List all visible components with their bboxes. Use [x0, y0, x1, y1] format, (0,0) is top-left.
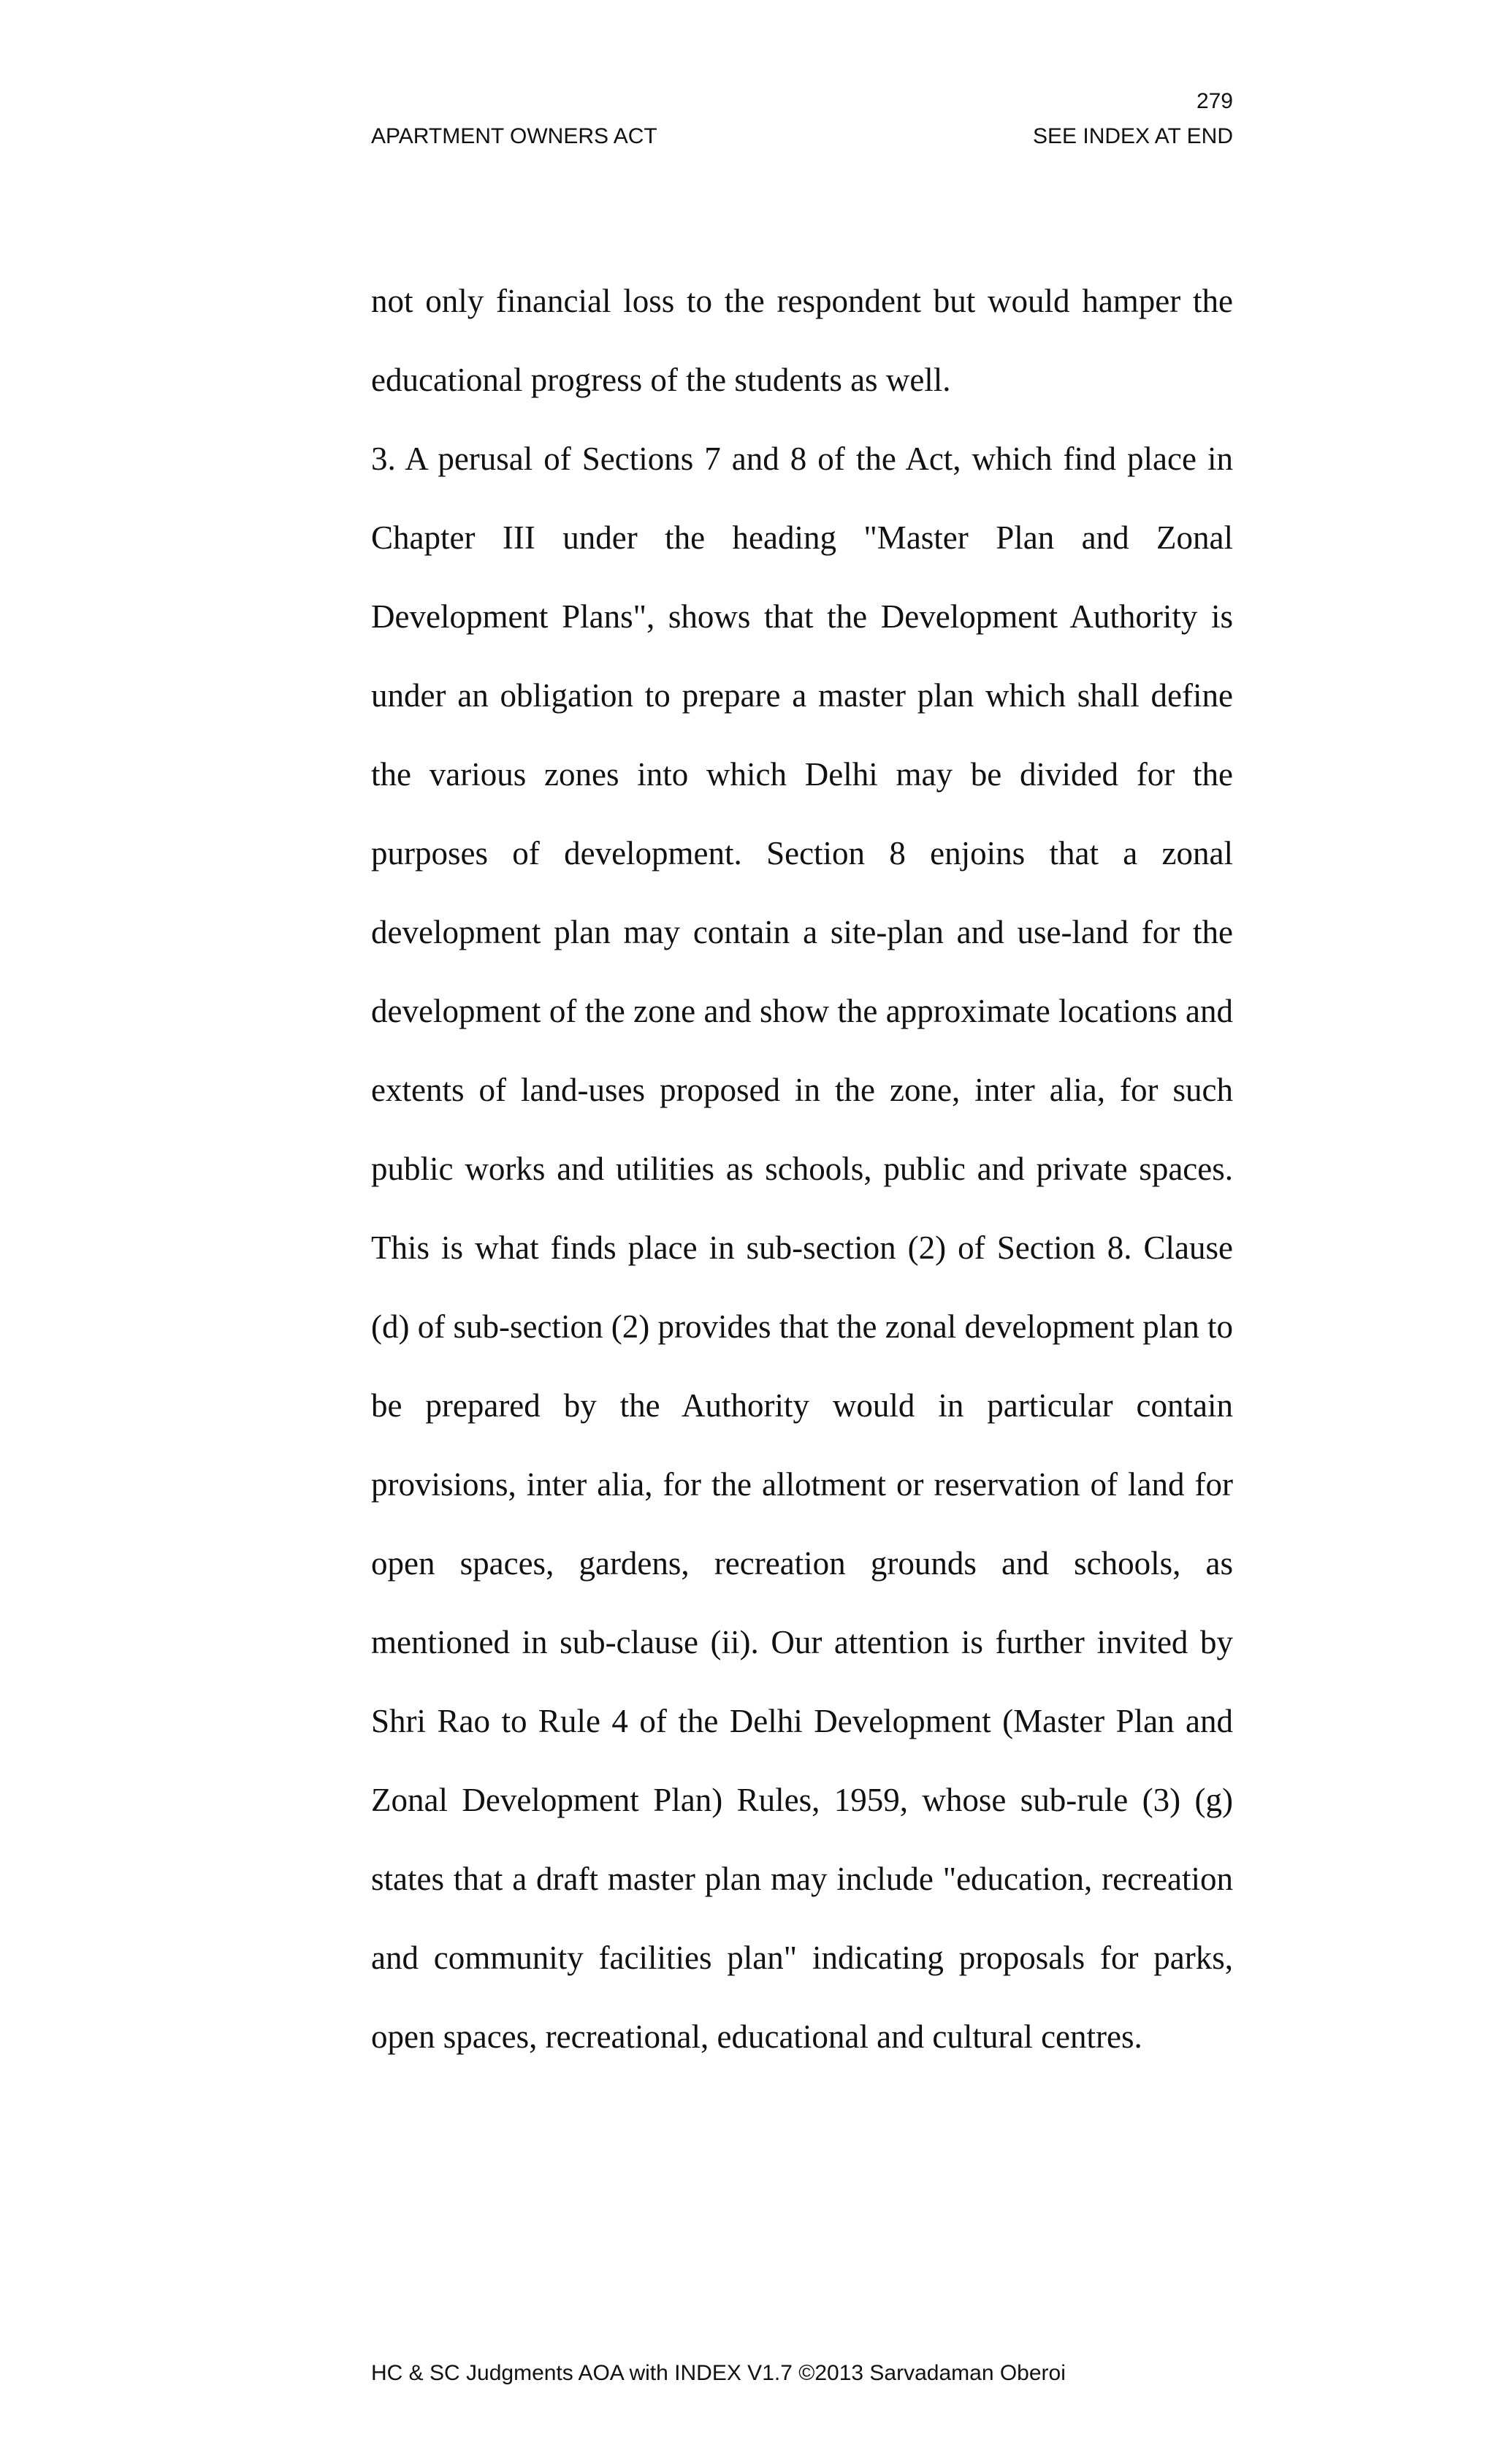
running-header: [371, 126, 1233, 148]
paragraph-1: not only financial loss to the respondent but would hamper the educational progress of the students as well.: [371, 283, 1233, 398]
page-number: 279: [1196, 89, 1233, 113]
paragraph-2: 3. A perusal of Sections 7 and 8 of the Act, which find place in Chapter III under the heading "Master Plan and Zonal Development Plans", shows that the Development Authority is under an obligation to prepare a master plan which shall define the various zones into which Delhi may be divided for the purposes of development. Section 8 enjoins that a zonal development plan may contain a site-plan and use-land for the development of the zone and show the approximate locations and extents of land-uses proposed in the zone, inter alia, for such public works and utilities as schools, public and private spaces. This is what finds place in sub-section (2) of Section 8. Clause (d) of sub-section (2) provides that the zonal development plan to be prepared by the Authority would in particular contain provisions, inter alia, for the allotment or reservation of land for open spaces, gardens, recreation grounds and schools, as mentioned in sub-clause (ii). Our attention is further invited by Shri Rao to Rule 4 of the Delhi Development (Master Plan and Zonal Development Plan) Rules, 1959, whose sub-rule (3) (g) states that a draft master plan may include "education, recreation and community facilities plan" indicating proposals for parks, open spaces, recreational, educational and cultural centres.: [371, 440, 1233, 2055]
document-body: [371, 262, 1233, 2076]
header-left-title: APARTMENT OWNERS ACT: [371, 124, 657, 148]
header-right-title: SEE INDEX AT END: [1033, 124, 1233, 148]
page-footer: HC & SC Judgments AOA with INDEX V1.7 ©2013 Sarvadaman Oberoi: [371, 2361, 1066, 2385]
